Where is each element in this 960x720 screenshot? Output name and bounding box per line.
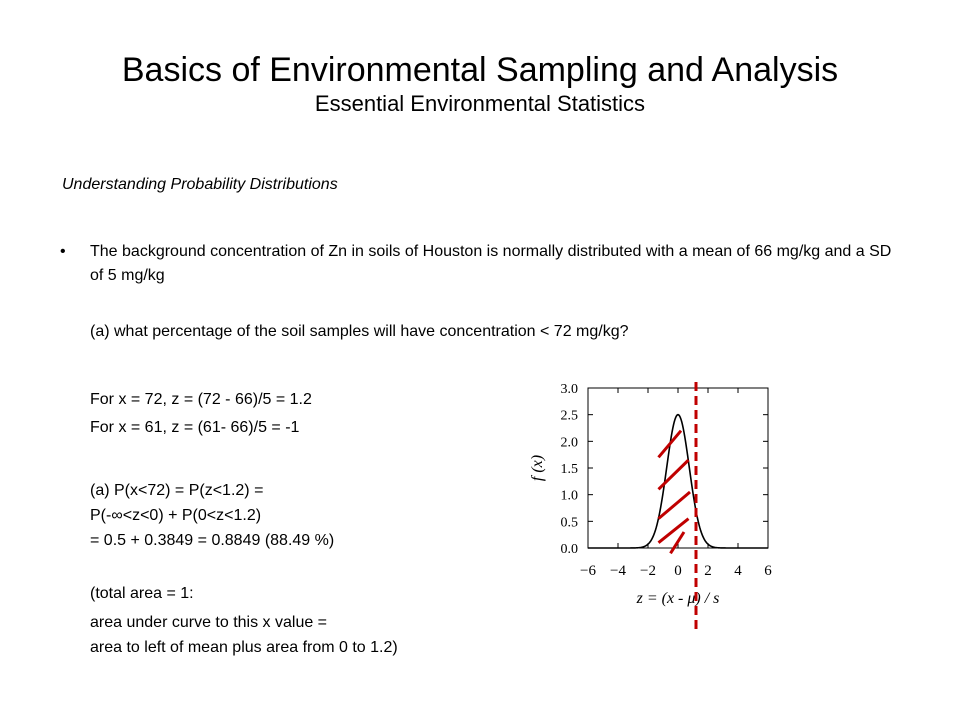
x-tick-label: −4 bbox=[610, 563, 626, 579]
calc-x72: For x = 72, z = (72 - 66)/5 = 1.2 bbox=[90, 391, 312, 408]
y-tick-label: 0.5 bbox=[560, 515, 578, 531]
normal-distribution-chart bbox=[510, 372, 800, 632]
x-axis-label: z = (x - μ) / s bbox=[636, 590, 720, 607]
section-heading: Understanding Probability Distributions bbox=[62, 176, 338, 193]
hatch-mark bbox=[659, 519, 689, 543]
y-tick-label: 1.0 bbox=[560, 488, 578, 504]
x-tick-label: 6 bbox=[764, 563, 772, 579]
x-tick-label: 0 bbox=[674, 563, 682, 579]
note-line-2: area under curve to this x value = bbox=[90, 614, 328, 631]
chart-svg bbox=[510, 372, 800, 632]
note-line-3: area to left of mean plus area from 0 to 1.2) bbox=[90, 639, 398, 656]
bullet-icon: • bbox=[60, 243, 66, 260]
x-tick-label: −6 bbox=[580, 563, 596, 579]
note-line-1: (total area = 1: bbox=[90, 585, 194, 602]
x-tick-label: 2 bbox=[704, 563, 712, 579]
answer-line-1: (a) P(x<72) = P(z<1.2) = bbox=[90, 482, 264, 499]
slide-subtitle: Essential Environmental Statistics bbox=[314, 91, 646, 116]
plot-frame bbox=[588, 388, 768, 548]
x-tick-label: −2 bbox=[640, 563, 656, 579]
y-tick-label: 2.5 bbox=[560, 408, 578, 424]
hatch-mark bbox=[659, 431, 682, 458]
answer-line-2: P(-∞<z<0) + P(0<z<1.2) bbox=[90, 507, 262, 524]
hatch-mark bbox=[671, 532, 685, 553]
calc-x61: For x = 61, z = (61- 66)/5 = -1 bbox=[90, 419, 300, 436]
hatch-mark bbox=[659, 460, 689, 489]
question-a: (a) what percentage of the soil samples will have concentration < 72 mg/kg? bbox=[90, 323, 629, 340]
x-tick-label: 4 bbox=[734, 563, 742, 579]
answer-line-3: = 0.5 + 0.3849 = 0.8849 (88.49 %) bbox=[90, 532, 335, 549]
bullet-text: The background concentration of Zn in soils of Houston is normally distributed with a mean of 66 mg/kg and a SD of 5 mg/kg bbox=[90, 243, 892, 284]
y-tick-label: 2.0 bbox=[560, 435, 578, 451]
y-tick-label: 3.0 bbox=[560, 382, 578, 397]
y-axis-label: f (x) bbox=[529, 454, 546, 482]
y-tick-label: 0.0 bbox=[560, 542, 578, 557]
slide-title: Basics of Environmental Sampling and Analysis bbox=[121, 51, 839, 89]
y-tick-label: 1.5 bbox=[560, 462, 578, 477]
title-block bbox=[0, 50, 960, 118]
